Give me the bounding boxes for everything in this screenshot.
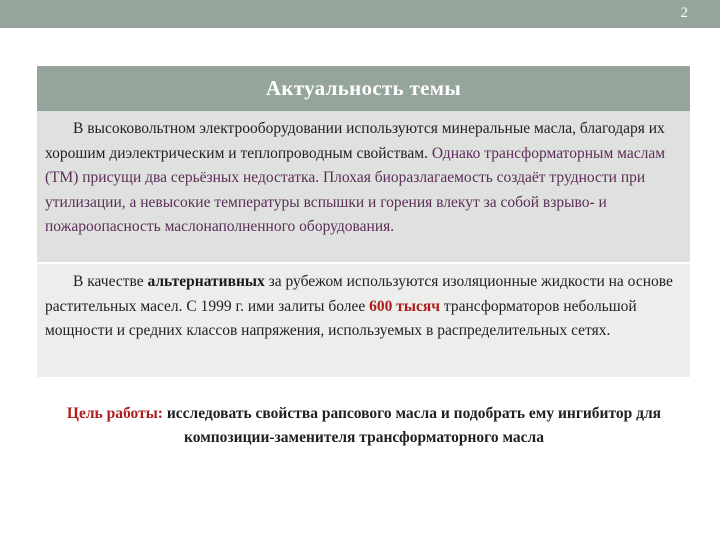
paragraph-2-text-c: трансформаторов небольшой мощности и средних классов напряжения, используемых в распределительных сетях.	[45, 297, 637, 339]
goal-text: исследовать свойства рапсового масла и подобрать ему ингибитор для композиции-заменителя трансформаторного масла	[162, 405, 662, 446]
paragraph-1-drawbacks: Однако трансформаторным маслам (ТМ) присущи два серьёзных недостатка. Плохая биоразлагаемость создаёт трудности при утилизации, а невысокие температуры вспышки и горения влекут за собой взрыво- и пожароопасность маслонаполненного оборудования.	[45, 144, 666, 235]
work-goal	[30, 402, 698, 450]
page-title: Актуальность темы	[265, 76, 462, 100]
paragraph-1-text: В высоковольтном электрооборудовании используются минеральные масла, благодаря их хорошим диэлектрическим и теплопроводным свойствам.	[45, 120, 665, 162]
paragraph-2-text-a: В качестве	[73, 273, 148, 290]
slide-header	[37, 66, 690, 111]
goal-label: Цель работы:	[66, 405, 163, 422]
paragraph-2-bold-word: альтернативных	[147, 273, 265, 290]
paragraph-2-text-b: за рубежом используются изоляционные жидкости на основе растительных масел. С 1999 г. ими залиты более	[45, 273, 673, 315]
slide-number: 2	[680, 5, 688, 21]
relevance-paragraph	[37, 111, 690, 262]
paragraph-2-highlight: 600 тысяч	[369, 297, 440, 315]
top-bar	[0, 0, 720, 28]
alternatives-paragraph	[37, 264, 690, 377]
